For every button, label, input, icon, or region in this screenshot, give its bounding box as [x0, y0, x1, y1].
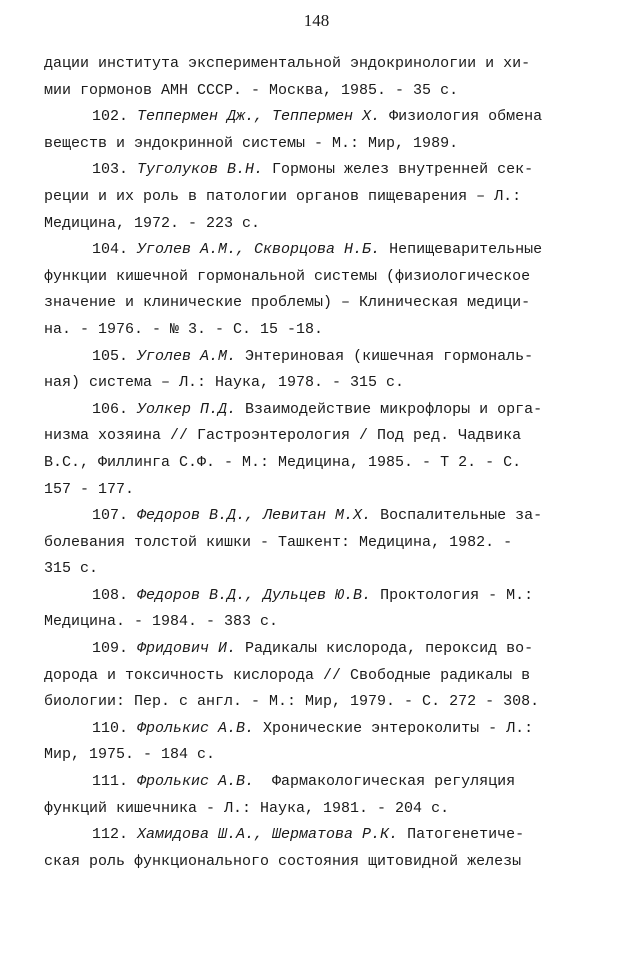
text-segment: низма хозяина // Гастроэнтерология / Под ред. Чадвика: [44, 427, 522, 445]
text-line: [44, 477, 594, 504]
author-names: Уолкер П.Д.: [137, 400, 237, 418]
text-segment: реции и их роль в патологии органов пищеварения – Л.:: [44, 187, 522, 205]
text-line: [44, 663, 594, 690]
text-segment: функций кишечника - Л.: Наука, 1981. - 204 с.: [44, 799, 450, 817]
text-segment: Медицина. - 1984. - 383 с.: [44, 613, 279, 631]
entry-first-line: [44, 237, 594, 264]
entry-first-line: [44, 344, 594, 371]
author-names: Федоров В.Д., Левитан М.Х.: [137, 507, 372, 525]
text-segment: Физиология обмена: [380, 108, 543, 126]
text-segment: Хронические энтероколиты - Л.:: [254, 719, 534, 737]
text-segment: функции кишечной гормональной системы (физиологическое: [44, 267, 531, 285]
entry-first-line: [44, 636, 594, 663]
author-names: Теппермен Дж., Теппермен Х.: [137, 108, 381, 126]
text-line: [44, 211, 594, 238]
text-line: [44, 849, 594, 876]
text-line: [44, 51, 594, 78]
text-segment: значение и клинические проблемы) – Клиническая медици-: [44, 294, 531, 312]
author-names: Фридович И.: [137, 640, 237, 658]
text-segment: 111.: [92, 773, 138, 791]
text-segment: 102.: [92, 108, 138, 126]
author-names: Уголев А.М.: [137, 347, 237, 365]
text-line: [44, 742, 594, 769]
text-line: [44, 78, 594, 105]
text-line: [44, 530, 594, 557]
text-segment: ская роль функционального состояния щитовидной железы: [44, 852, 522, 870]
author-names: Фролькис А.В.: [137, 773, 255, 791]
text-line: [44, 689, 594, 716]
text-segment: 110.: [92, 719, 138, 737]
text-line: [44, 556, 594, 583]
text-segment: 105.: [92, 347, 138, 365]
text-segment: 104.: [92, 241, 138, 259]
entry-first-line: [44, 397, 594, 424]
text-segment: Взаимодействие микрофлоры и орга-: [236, 400, 543, 418]
bibliography-text: [44, 51, 594, 875]
author-names: Федоров В.Д., Дульцев Ю.В.: [137, 586, 372, 604]
text-segment: болевания толстой кишки - Ташкент: Медицина, 1982. -: [44, 533, 513, 551]
text-segment: Воспалительные за-: [371, 507, 543, 525]
entry-first-line: [44, 822, 594, 849]
author-names: Хамидова Ш.А., Шерматова Р.К.: [137, 826, 399, 844]
text-segment: Энтериновая (кишечная гормональ-: [236, 347, 534, 365]
text-segment: Непищеварительные: [380, 241, 543, 259]
text-segment: мии гормонов АМН СССР. - Москва, 1985. - 35 с.: [44, 81, 459, 99]
entry-first-line: [44, 503, 594, 530]
text-line: [44, 796, 594, 823]
text-segment: на. - 1976. - № 3. - С. 15 -18.: [44, 320, 324, 338]
entry-first-line: [44, 104, 594, 131]
text-segment: ная) система – Л.: Наука, 1978. - 315 с.: [44, 374, 405, 392]
text-segment: 315 с.: [44, 560, 99, 578]
text-segment: 109.: [92, 640, 138, 658]
entry-first-line: [44, 716, 594, 743]
text-line: [44, 131, 594, 158]
text-segment: веществ и эндокринной системы - М.: Мир, 1989.: [44, 134, 459, 152]
text-segment: 108.: [92, 586, 138, 604]
entry-first-line: [44, 583, 594, 610]
text-line: [44, 370, 594, 397]
text-line: [44, 423, 594, 450]
text-line: [44, 184, 594, 211]
text-line: [44, 450, 594, 477]
text-segment: Патогенетиче-: [398, 826, 525, 844]
text-segment: 157 - 177.: [44, 480, 135, 498]
text-segment: Проктология - М.:: [371, 586, 534, 604]
text-segment: Мир, 1975. - 184 с.: [44, 746, 216, 764]
text-line: [44, 609, 594, 636]
text-segment: 103.: [92, 161, 138, 179]
entry-first-line: [44, 157, 594, 184]
author-names: Туголуков В.Н.: [137, 161, 264, 179]
author-names: Фролькис А.В.: [137, 719, 255, 737]
text-line: [44, 317, 594, 344]
entry-first-line: [44, 769, 594, 796]
text-segment: Радикалы кислорода, пероксид во-: [236, 640, 534, 658]
text-segment: 112.: [92, 826, 138, 844]
page-number: 148: [303, 11, 330, 30]
text-segment: Медицина, 1972. - 223 с.: [44, 214, 261, 232]
text-segment: биологии: Пер. с англ. - М.: Мир, 1979. - С. 272 - 308.: [44, 693, 540, 711]
author-names: Уголев А.М., Скворцова Н.Б.: [137, 241, 381, 259]
text-segment: В.С., Филлинга С.Ф. - М.: Медицина, 1985. - Т 2. - С.: [44, 453, 522, 471]
text-segment: Гормоны желез внутренней сек-: [263, 161, 534, 179]
text-segment: 107.: [92, 507, 138, 525]
text-segment: дации института экспериментальной эндокринологии и хи-: [44, 55, 531, 72]
text-segment: дорода и токсичность кислорода // Свободные радикалы в: [44, 666, 531, 684]
text-segment: Фармакологическая регуляция: [254, 773, 516, 791]
text-line: [44, 290, 594, 317]
text-segment: 106.: [92, 400, 138, 418]
text-line: [44, 264, 594, 291]
